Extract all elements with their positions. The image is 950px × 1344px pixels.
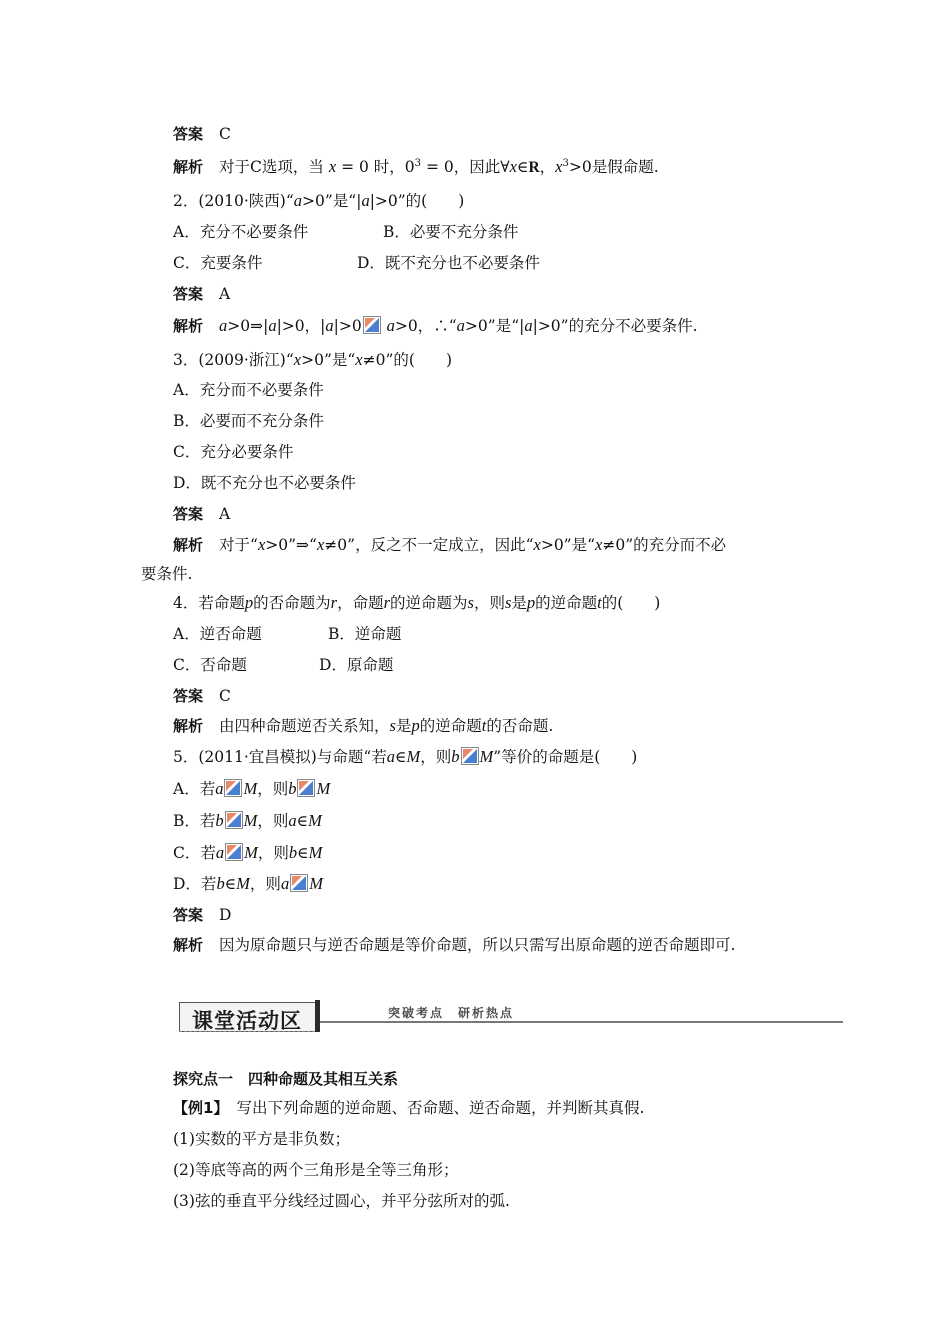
example-label: 【例1】	[173, 1099, 221, 1117]
section-banner	[173, 1000, 843, 1034]
q2-answer: 答案 A	[173, 285, 231, 303]
broken-image-icon	[461, 747, 479, 765]
answer-label: 答案	[173, 125, 204, 143]
broken-image-icon	[224, 779, 242, 797]
q2-analysis: 解析 a>0⇒|a|>0，|a|>0 a>0，∴“a>0”是“|a|>0”的充分不必要条件.	[173, 316, 698, 335]
q2-option-b: B．必要不充分条件	[383, 223, 519, 241]
banner-title-box	[179, 1002, 317, 1032]
q3-analysis-cont: 要条件.	[141, 565, 193, 583]
q3-analysis: 解析 对于“x>0”⇒“x≠0”，反之不一定成立，因此“x>0”是“x≠0”的充分而不必	[173, 535, 727, 554]
q5-stem: 5．(2011·宜昌模拟)与命题“若a∈M，则b M”等价的命题是( )	[173, 747, 638, 766]
q1-answer: 答案 C	[173, 125, 231, 143]
q5-option-d: D．若b∈M，则a M	[173, 874, 323, 893]
analysis-label: 解析	[173, 158, 204, 176]
banner-rule	[320, 1021, 843, 1023]
q1-analysis: 解析 对于C选项，当 x = 0 时，$0^3 = 0$，因此∀x∈R，$x^3>0$是假命题.	[173, 157, 659, 176]
q2-option-a: A．充分不必要条件	[173, 223, 309, 241]
q5-option-c: C．若a M，则b∈M	[173, 843, 323, 862]
q2-stem: 2．(2010·陕西)“a>0”是“|a|>0”的( )	[173, 191, 465, 210]
q4-option-b: B．逆命题	[328, 625, 402, 643]
q5-analysis: 解析 因为原命题只与逆否命题是等价命题，所以只需写出原命题的逆否命题即可.	[173, 936, 736, 954]
q2-option-d: D．既不充分也不必要条件	[357, 254, 540, 272]
example-item-3: (3)弦的垂直平分线经过圆心，并平分弦所对的弧.	[173, 1192, 510, 1210]
example-text: 写出下列命题的逆命题、否命题、逆否命题，并判断其真假.	[236, 1099, 645, 1117]
q5-option-b: B．若b M，则a∈M	[173, 811, 322, 830]
q5-option-a: A．若a M，则b M	[173, 779, 331, 798]
q4-answer: 答案 C	[173, 687, 231, 705]
banner-subtitle: 突破考点 研析热点	[388, 1006, 515, 1020]
broken-image-icon	[225, 811, 243, 829]
example-item-1: (1)实数的平方是非负数；	[173, 1130, 350, 1148]
q3-stem: 3．(2009·浙江)“x>0”是“x≠0”的( )	[173, 350, 452, 369]
q4-option-c: C．否命题	[173, 656, 247, 674]
banner-bar	[315, 1000, 320, 1032]
q3-option-d: D．既不充分也不必要条件	[173, 474, 356, 492]
q4-stem: 4．若命题p的否命题为r，命题r的逆命题为s，则s是p的逆命题t的( )	[173, 593, 661, 612]
q4-analysis: 解析 由四种命题逆否关系知，s是p的逆命题t的否命题.	[173, 716, 554, 735]
q5-answer: 答案 D	[173, 906, 232, 924]
q4-option-d: D．原命题	[319, 656, 394, 674]
q2-option-c: C．充要条件	[173, 254, 263, 272]
broken-image-icon	[290, 874, 308, 892]
q3-option-b: B．必要而不充分条件	[173, 412, 324, 430]
q4-option-a: A．逆否命题	[173, 625, 262, 643]
example-1	[173, 1098, 644, 1118]
q3-answer: 答案 A	[173, 505, 231, 523]
banner-title: 课堂活动区	[192, 1009, 302, 1033]
banner-dotted-line	[179, 1031, 315, 1032]
q3-option-a: A．充分而不必要条件	[173, 381, 324, 399]
broken-image-icon	[297, 779, 315, 797]
section-heading: 探究点一 四种命题及其相互关系	[173, 1070, 399, 1088]
example-item-2: (2)等底等高的两个三角形是全等三角形；	[173, 1161, 459, 1179]
broken-image-icon	[363, 316, 381, 334]
broken-image-icon	[225, 843, 243, 861]
q3-option-c: C．充分必要条件	[173, 443, 294, 461]
